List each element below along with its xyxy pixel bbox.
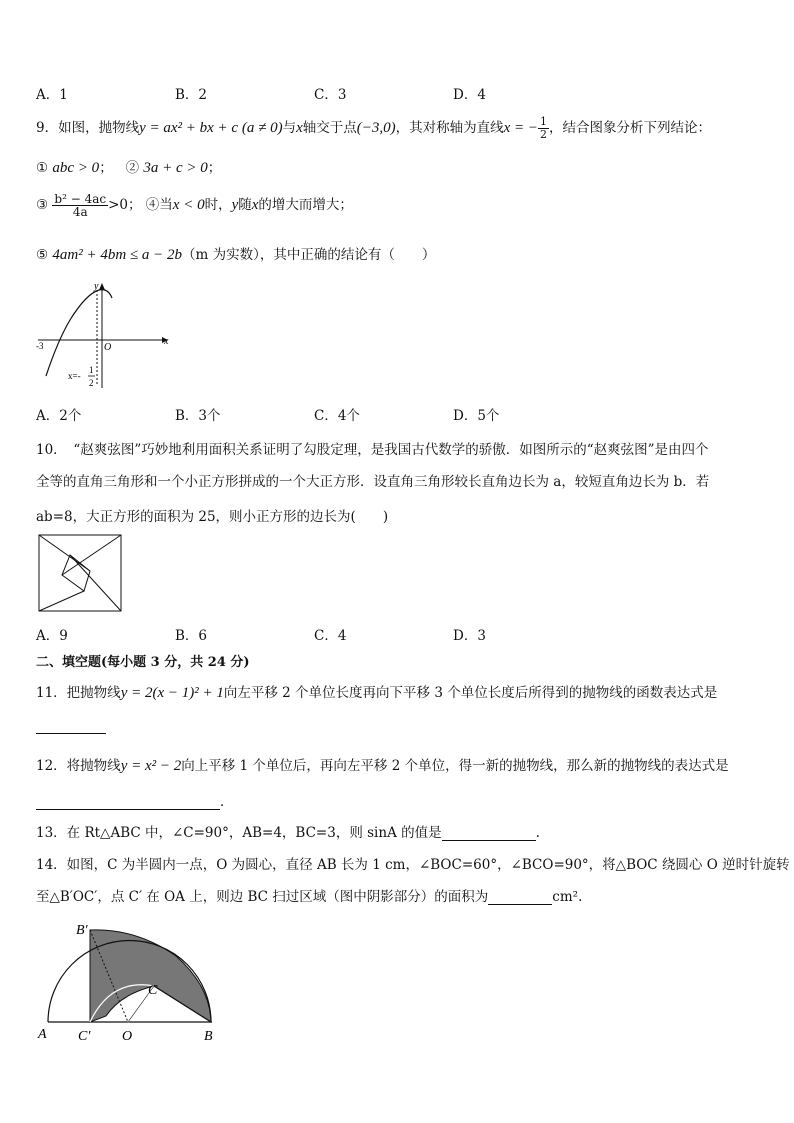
q9-point: (−3,0) xyxy=(356,120,396,136)
q9-parabola-graph xyxy=(36,280,176,392)
q9-statement-5: ⑤ 4am² + 4bm ≤ a − 2b（m 为实数），其中正确的结论有（ ） xyxy=(36,247,436,263)
q9-stem: 9．如图，抛物线y = ax² + bx + c (a ≠ 0)与x轴交于点(−3,0)，其对称轴为直线x = − $\frac{1}{2}$ ，结合图象分析下列结论： xyxy=(36,115,712,141)
q11-answer-blank[interactable] xyxy=(36,718,106,734)
q13-stem: 13．在 Rt△ABC 中，∠C=90°，AB=4，BC=3，则 sinA 的值是 . xyxy=(36,825,540,841)
q12-answer-line: ． xyxy=(36,790,234,810)
q8-option-d: D．4 xyxy=(453,87,486,103)
q9-equation: y = ax² + bx + c (a ≠ 0) xyxy=(139,120,283,136)
q14-answer-blank[interactable] xyxy=(488,890,552,905)
q9-statement-2: 3a + c > 0 xyxy=(143,160,208,176)
large-square xyxy=(39,535,121,611)
q9-statement-1: abc > 0 xyxy=(52,160,100,176)
q9-axis-fraction: $\frac{1}{2}$ xyxy=(540,115,548,141)
q11-stem: 11．把抛物线y = 2(x − 1)² + 1向左平移 2 个单位长度再向下平移 3 个单位长度后所得到的抛物线的函数表达式是 xyxy=(36,685,718,701)
q9-options xyxy=(36,404,596,424)
label-y: y xyxy=(94,281,99,292)
q10-line-1: 10． “赵爽弦图”巧妙地利用面积关系证明了勾股定理，是我国古代数学的骄傲．如图所示的“赵爽弦图”是由四个 xyxy=(36,442,709,458)
q10-line-2: 全等的直角三角形和一个小正方形拼成的一个大正方形．设直角三角形较长直角边长为 a，较短直角边长为 b．若 xyxy=(36,474,710,490)
section-2-heading: 二、填空题(每小题 3 分，共 24 分) xyxy=(36,655,250,670)
label-x: x xyxy=(164,336,169,347)
q12-equation: y = x² − 2 xyxy=(120,758,182,774)
q10-option-c: C．4 xyxy=(314,628,347,644)
q9-statement-4: ④当 xyxy=(145,197,173,213)
q12-stem: 12．将抛物线y = x² − 2向上平移 1 个单位后，再向左平移 2 个单位，得一新的抛物线，那么新的抛物线的表达式是 xyxy=(36,758,729,774)
q8-option-c: C．3 xyxy=(314,87,347,103)
q14-line-1: 14．如图，C 为半圆内一点，O 为圆心，直径 AB 长为 1 cm，∠BOC=60°，∠BCO=90°，将△BOC 绕圆心 O 逆时针旋转 xyxy=(36,857,790,873)
q9-option-a: A．2个 xyxy=(36,408,82,424)
q10-option-a: A．9 xyxy=(36,628,68,644)
label-o: O xyxy=(122,1029,133,1044)
q10-option-d: D．3 xyxy=(453,628,486,644)
y-axis-arrow xyxy=(99,283,105,290)
q8-option-b: B．2 xyxy=(175,87,208,103)
q9-option-c: C．4个 xyxy=(314,408,360,424)
q10-options xyxy=(36,624,596,644)
q8-option-a: A．1 xyxy=(36,87,68,103)
label-b: B xyxy=(204,1029,213,1044)
q9-statements-1-2: ① abc > 0； ② 3a + c > 0； xyxy=(36,160,222,176)
triangle-edge-2 xyxy=(62,535,121,575)
q9-statement-3-fraction: $\frac{\text{b² − 4ac}}{4a}$ xyxy=(54,192,107,219)
triangle-edge-1 xyxy=(39,535,90,571)
q9-statements-3-4: ③ $\frac{\text{b² − 4ac}}{4a}$ >0； ④当x < 0时，y随x的增大而增大； xyxy=(36,192,353,219)
q9-option-b: B．3个 xyxy=(175,408,221,424)
q8-options xyxy=(36,83,596,103)
label-a: A xyxy=(38,1027,47,1042)
q12-answer-blank[interactable] xyxy=(36,795,220,810)
label-cprime: C′ xyxy=(78,1029,91,1044)
q14-line-2: 至△B′OC′，点 C′ 在 OA 上，则边 BC 扫过区域（图中阴影部分）的面积为 cm². xyxy=(36,889,583,905)
q9-option-d: D．5个 xyxy=(453,408,500,424)
label-axis-n: 1 xyxy=(89,365,94,375)
q13-answer-blank[interactable] xyxy=(442,826,536,841)
label-bprime: B′ xyxy=(76,923,88,938)
q10-line-3: ab=8，大正方形的面积为 25，则小正方形的边长为( ) xyxy=(36,509,389,525)
label-neg3: -3 xyxy=(36,341,44,351)
label-axis-d: 2 xyxy=(89,378,94,388)
zhao-shuang-figure xyxy=(38,534,122,612)
q14-semicircle-figure xyxy=(36,916,226,1046)
q10-option-b: B．6 xyxy=(175,628,208,644)
label-origin: O xyxy=(104,342,112,353)
label-c: C xyxy=(148,983,158,998)
q11-equation: y = 2(x − 1)² + 1 xyxy=(120,685,224,701)
label-axis-eq: x=- xyxy=(68,371,81,381)
triangle-edge-4 xyxy=(39,591,84,611)
triangle-edge-3 xyxy=(70,555,121,611)
